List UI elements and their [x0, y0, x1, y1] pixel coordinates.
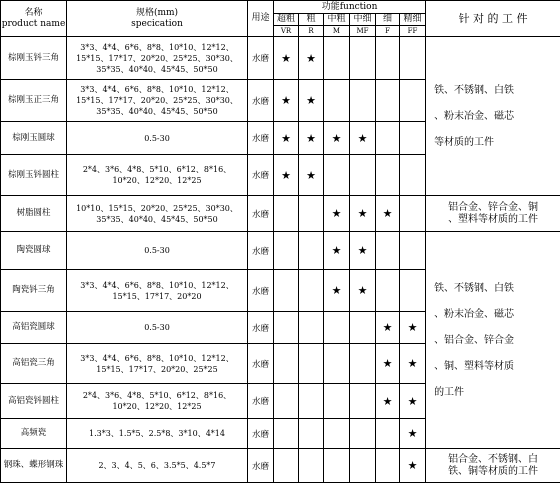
product-spec: 0.5-30	[67, 122, 248, 155]
star-icon: ★	[383, 357, 393, 370]
grade-cell-r	[299, 155, 324, 196]
grade-cell-ff	[400, 270, 426, 312]
product-spec: 2*4、3*6、4*8、5*10、6*12、8*16、 10*20、12*20、12*25	[67, 155, 248, 196]
star-icon: ★	[281, 132, 291, 145]
grade-cell-f	[376, 384, 400, 419]
star-icon: ★	[408, 357, 418, 370]
grade-cell-m	[324, 312, 350, 344]
grade-cell-r	[299, 196, 324, 232]
grade-cell-f	[376, 232, 400, 270]
grade-cell-mf	[350, 312, 376, 344]
header-use: 用途	[248, 1, 274, 37]
grade-label-mf: 中细	[350, 14, 376, 26]
header-target: 针 对 的 工 件	[426, 1, 560, 37]
product-name: 棕刚玉钭圆柱	[1, 155, 67, 196]
header-spec-cell	[67, 1, 248, 37]
target-group1: 铁、不锈钢、白铁 、粉末冶金、磁芯 等材质的工件	[426, 37, 560, 196]
star-icon: ★	[408, 459, 418, 472]
grade-cell-mf	[350, 419, 376, 449]
star-icon: ★	[408, 427, 418, 440]
grade-cell-m	[324, 37, 350, 80]
grade-label-ff: 精细	[400, 14, 426, 26]
star-icon: ★	[383, 321, 393, 334]
grade-cell-f	[376, 312, 400, 344]
grade-cell-mf	[350, 232, 376, 270]
star-icon: ★	[332, 207, 342, 220]
table-row	[1, 196, 560, 232]
product-use: 水磨	[248, 384, 274, 419]
grade-code-vr: VR	[274, 26, 299, 37]
star-icon: ★	[332, 244, 342, 257]
product-use: 水磨	[248, 344, 274, 384]
grade-cell-ff	[400, 232, 426, 270]
grade-code-m: M	[324, 26, 350, 37]
target-group3: 铁、不锈钢、白铁 、粉末冶金、磁芯 、铝合金、锌合金 、铜、塑料等材质 的工件	[426, 232, 560, 449]
grade-cell-ff	[400, 196, 426, 232]
grade-cell-ff	[400, 122, 426, 155]
grade-cell-mf	[350, 196, 376, 232]
star-icon: ★	[408, 321, 418, 334]
grade-cell-f	[376, 344, 400, 384]
product-use: 水磨	[248, 419, 274, 449]
product-name: 棕刚玉钭三角	[1, 37, 67, 80]
grade-cell-f	[376, 419, 400, 449]
grade-cell-vr	[274, 196, 299, 232]
product-use: 水磨	[248, 155, 274, 196]
grade-label-r: 粗	[299, 14, 324, 26]
grade-cell-ff	[400, 419, 426, 449]
grade-cell-ff	[400, 155, 426, 196]
product-use: 水磨	[248, 312, 274, 344]
grade-cell-m	[324, 384, 350, 419]
product-use: 水磨	[248, 37, 274, 80]
grade-cell-m	[324, 196, 350, 232]
star-icon: ★	[358, 207, 368, 220]
grade-cell-vr	[274, 344, 299, 384]
product-spec: 2、3、4、5、6、3.5*5、4.5*7	[67, 449, 248, 483]
star-icon: ★	[306, 94, 316, 107]
grade-cell-ff	[400, 449, 426, 483]
grade-cell-r	[299, 344, 324, 384]
product-name: 棕刚玉正三角	[1, 80, 67, 122]
star-icon: ★	[358, 132, 368, 145]
star-icon: ★	[332, 284, 342, 297]
table-row	[1, 232, 560, 270]
grade-cell-mf	[350, 122, 376, 155]
grade-cell-r	[299, 122, 324, 155]
star-icon: ★	[306, 169, 316, 182]
grade-code-mf: MF	[350, 26, 376, 37]
grade-cell-vr	[274, 122, 299, 155]
product-spec: 3*3、4*4、6*6、8*8、10*10、12*12、 15*15、17*17、20*20、25*25	[67, 344, 248, 384]
grade-cell-r	[299, 312, 324, 344]
grade-cell-m	[324, 344, 350, 384]
header-spec-en: specication	[67, 19, 247, 30]
grade-cell-m	[324, 232, 350, 270]
grade-cell-r	[299, 449, 324, 483]
product-name: 高铝瓷圆球	[1, 312, 67, 344]
product-name: 陶瓷钭三角	[1, 270, 67, 312]
grade-cell-vr	[274, 155, 299, 196]
grade-cell-ff	[400, 80, 426, 122]
star-icon: ★	[306, 132, 316, 145]
grade-cell-vr	[274, 384, 299, 419]
grade-cell-vr	[274, 312, 299, 344]
grade-cell-mf	[350, 270, 376, 312]
product-spec: 3*3、4*4、6*6、8*8、10*10、12*12、 15*15、17*17、20*20、25*25、30*30、 35*35、40*40、45*45、50*50	[67, 37, 248, 80]
star-icon: ★	[358, 244, 368, 257]
product-use: 水磨	[248, 449, 274, 483]
grade-cell-vr	[274, 80, 299, 122]
table-row	[1, 449, 560, 483]
target-group4: 铝合金、不锈钢、白 铁、铜等材质的工件	[426, 449, 560, 483]
grade-cell-ff	[400, 37, 426, 80]
grade-cell-m	[324, 419, 350, 449]
grade-label-f: 细	[376, 14, 400, 26]
grade-cell-m	[324, 80, 350, 122]
grade-cell-mf	[350, 344, 376, 384]
grade-cell-mf	[350, 155, 376, 196]
product-spec: 3*3、4*4、6*6、8*8、10*10、12*12、 15*15、17*17、20*20、25*25、30*30、 35*35、40*40、45*45、50*50	[67, 80, 248, 122]
header-spec: 规格(mm)	[67, 8, 247, 19]
target-group2: 铝合金、锌合金、铜 、塑料等材质的工件	[426, 196, 560, 232]
product-spec: 0.5-30	[67, 312, 248, 344]
product-spec: 0.5-30	[67, 232, 248, 270]
star-icon: ★	[383, 207, 393, 220]
grade-cell-vr	[274, 419, 299, 449]
star-icon: ★	[332, 132, 342, 145]
grade-cell-f	[376, 80, 400, 122]
grade-cell-m	[324, 122, 350, 155]
grade-cell-ff	[400, 344, 426, 384]
header-function: 功能function	[274, 1, 426, 14]
header-name-cell	[1, 1, 67, 37]
grade-cell-vr	[274, 232, 299, 270]
grade-cell-ff	[400, 384, 426, 419]
grade-cell-mf	[350, 80, 376, 122]
grade-code-ff: FF	[400, 26, 426, 37]
header-name-en: product name	[1, 19, 66, 30]
product-use: 水磨	[248, 80, 274, 122]
grade-cell-f	[376, 196, 400, 232]
grade-cell-m	[324, 155, 350, 196]
grade-cell-ff	[400, 312, 426, 344]
grade-cell-vr	[274, 449, 299, 483]
grade-cell-r	[299, 384, 324, 419]
grade-cell-r	[299, 37, 324, 80]
product-use: 水磨	[248, 122, 274, 155]
grade-code-r: R	[299, 26, 324, 37]
grade-cell-f	[376, 449, 400, 483]
star-icon: ★	[306, 52, 316, 65]
grade-cell-m	[324, 270, 350, 312]
grade-cell-r	[299, 232, 324, 270]
grade-cell-r	[299, 80, 324, 122]
product-use: 水磨	[248, 196, 274, 232]
grade-cell-mf	[350, 449, 376, 483]
grade-cell-m	[324, 449, 350, 483]
star-icon: ★	[358, 284, 368, 297]
product-name: 高铝瓷钭圆柱	[1, 384, 67, 419]
table-body	[1, 1, 560, 483]
grade-cell-r	[299, 419, 324, 449]
product-spec: 1.3*3、1.5*5、2.5*8、3*10、4*14	[67, 419, 248, 449]
product-name: 高频瓷	[1, 419, 67, 449]
product-name: 棕刚玉圆球	[1, 122, 67, 155]
grade-cell-f	[376, 122, 400, 155]
grade-cell-f	[376, 270, 400, 312]
grade-cell-mf	[350, 37, 376, 80]
product-use: 水磨	[248, 232, 274, 270]
star-icon: ★	[408, 395, 418, 408]
product-name: 陶瓷圆球	[1, 232, 67, 270]
product-name: 钢珠、蝶形钢珠	[1, 449, 67, 483]
grade-label-m: 中粗	[324, 14, 350, 26]
product-name: 高铝瓷三角	[1, 344, 67, 384]
header-name: 名称	[1, 8, 66, 19]
grade-cell-vr	[274, 37, 299, 80]
grade-cell-r	[299, 270, 324, 312]
star-icon: ★	[281, 169, 291, 182]
product-spec: 2*4、3*6、4*8、5*10、6*12、8*16、 10*20、12*20、12*25	[67, 384, 248, 419]
star-icon: ★	[383, 395, 393, 408]
product-spec: 3*3、4*4、6*6、8*8、10*10、12*12、 15*15、17*17、20*20	[67, 270, 248, 312]
grade-cell-mf	[350, 384, 376, 419]
grade-label-vr: 超粗	[274, 14, 299, 26]
product-use: 水磨	[248, 270, 274, 312]
product-spec: 10*10、15*15、20*20、25*25、30*30、 35*35、40*40、45*45、50*50	[67, 196, 248, 232]
star-icon: ★	[281, 52, 291, 65]
grade-cell-f	[376, 155, 400, 196]
table-row	[1, 37, 560, 80]
product-name: 树脂圆柱	[1, 196, 67, 232]
grade-code-f: F	[376, 26, 400, 37]
grade-cell-f	[376, 37, 400, 80]
grade-cell-vr	[274, 270, 299, 312]
star-icon: ★	[281, 94, 291, 107]
